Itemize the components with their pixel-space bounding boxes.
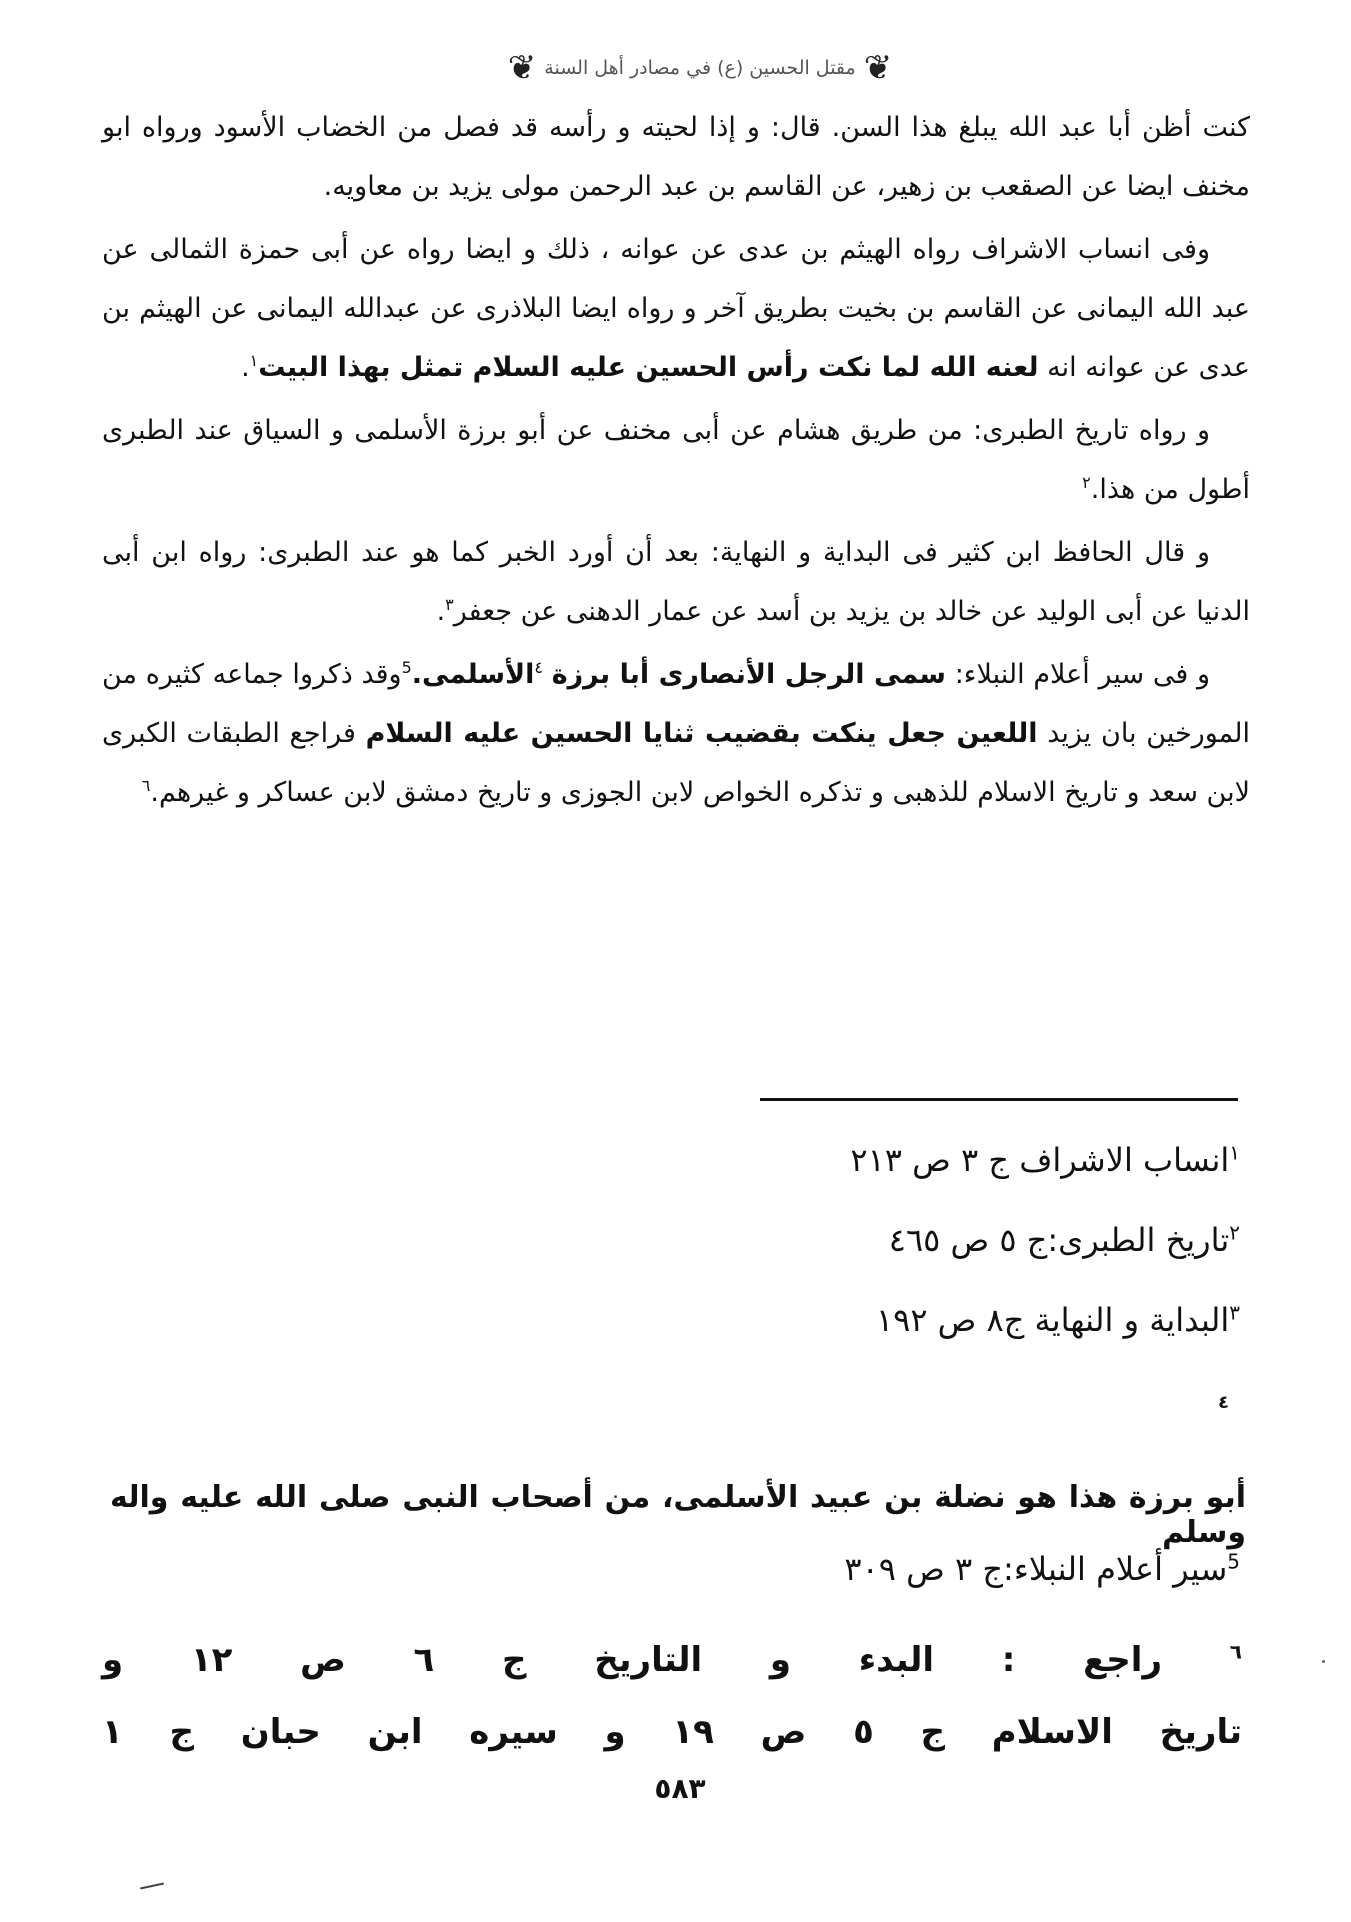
paragraph-1: كنت أظن أبا عبد الله يبلغ هذا السن. قال: و إذا لحيته و رأسه قد فصل من الخضاب الأسود ورواه ابو مخنف ايضا عن الصقعب بن زهير، عن القاسم بن عبد الرحمن مولى يزيد بن معاويه. (102, 112, 1250, 202)
ornament-right-icon: ❦ (863, 48, 893, 88)
footnote-divider (760, 1098, 1238, 1101)
paragraph-4-text: و قال الحافظ ابن كثير فى البداية و النهاية: بعد أن أورد الخبر كما هو عند الطبرى: رواه ابن أبى الدنيا عن أبى الوليد عن خالد بن يزيد بن أسد عن عمار الدهنى عن جعفر (102, 537, 1250, 627)
running-header (480, 44, 920, 92)
footnote-text: البداية و النهاية ج٨ ص ١٩٢ (875, 1301, 1230, 1339)
header-title: مقتل الحسين (ع) في مصادر أهل السنة (544, 57, 856, 79)
footnote-5 (760, 1550, 1240, 1588)
footnote-ref-2[interactable]: ٢ (1082, 473, 1091, 492)
paragraph-3 (102, 401, 1250, 519)
paragraph-5-text-3: فراجع الطبقات الكبرى لابن سعد و تاريخ الاسلام للذهبى و تذكره الخواص لابن الجوزى و تاريخ دمشق لابن عساكر و غيرهم. (102, 718, 1250, 808)
paragraph-4 (102, 523, 1250, 641)
footnote-3 (700, 1290, 1240, 1370)
footnote-number: ١ (1229, 1140, 1240, 1165)
paragraph-5-bold: سمى الرجل الأنصارى أبا برزة (551, 659, 946, 690)
scan-artifact-dot (1322, 1660, 1325, 1663)
paragraph-2-text: وفى انساب الاشراف رواه الهيثم بن عدى عن عوانه ، ذلك و ايضا رواه عن أبى حمزة الثمالى عن عبد الله اليمانى عن القاسم بن بخيت بطريق آخر و رواه ايضا البلاذرى عن عبدالله اليمانى عن الهيثم بن عدى عن عوانه انه (102, 234, 1250, 383)
footnote-2 (700, 1210, 1240, 1290)
paragraph-5-bold-2: الأسلمى. (411, 659, 535, 690)
footnote-4: أبو برزة هذا هو نضلة بن عبيد الأسلمى، من أصحاب النبى صلى الله عليه واله وسلم (110, 1480, 1246, 1550)
footnote-ref-3[interactable]: ٣ (445, 595, 454, 614)
footnote-text: انساب الاشراف ج ٣ ص ٢١٣ (850, 1141, 1230, 1179)
paragraph-5-text: و فى سير أعلام النبلاء: (945, 659, 1210, 690)
footnote-ref-6[interactable]: ٦ (141, 776, 151, 795)
footnote-text: تاريخ الطبرى:ج ٥ ص ٤٦٥ (888, 1221, 1230, 1259)
footnote-number: ٣ (1229, 1300, 1240, 1325)
scan-artifact (140, 1883, 164, 1890)
footnote-1 (700, 1130, 1240, 1210)
paragraph-5 (102, 645, 1250, 822)
main-text (102, 98, 1250, 826)
page-number: ٥٨٣ (654, 1772, 706, 1805)
paragraph-5-text-2: وقد ذكروا جماعه كثيره من المورخين بان يزيد (102, 659, 1250, 749)
paragraph-2 (102, 220, 1250, 397)
paragraph-2-end: . (241, 352, 250, 383)
footnote-ref-1[interactable]: ١ (249, 351, 259, 370)
footnotes-list (700, 1130, 1240, 1370)
paragraph-3-text: و رواه تاريخ الطبرى: من طريق هشام عن أبى مخنف عن أبو برزة الأسلمى و السياق عند الطبرى أطول من هذا. (102, 415, 1250, 505)
footnote-text: راجع : البدء و التاريخ ج ٦ ص ١٢ و (102, 1640, 1163, 1680)
paragraph-4-end: . (436, 596, 446, 627)
footnote-number: ٦ (1229, 1639, 1242, 1664)
ornament-left-icon: ❦ (507, 48, 537, 88)
paragraph-5-bold-3: اللعين جعل ينكت بقضيب ثنايا الحسين عليه السلام (365, 718, 1038, 749)
paragraph-2-bold: لعنه الله لما نكت رأس الحسين عليه السلام تمثل بهذا البيت (258, 352, 1039, 383)
footnote-4-marker: ٤ (1218, 1392, 1229, 1413)
footnote-number: ٢ (1229, 1220, 1240, 1245)
footnote-ref-5[interactable]: 5 (401, 658, 412, 677)
footnote-6-line-2: تاريخ الاسلام ج ٥ ص ١٩ و سيره ابن حبان ج ١ (102, 1712, 1242, 1752)
footnote-ref-4[interactable]: ٤ (534, 658, 543, 677)
footnote-6-line-1 (102, 1640, 1242, 1680)
footnote-text: سير أعلام النبلاء:ج ٣ ص ٣٠٩ (844, 1550, 1228, 1588)
footnote-number: 5 (1227, 1549, 1240, 1574)
